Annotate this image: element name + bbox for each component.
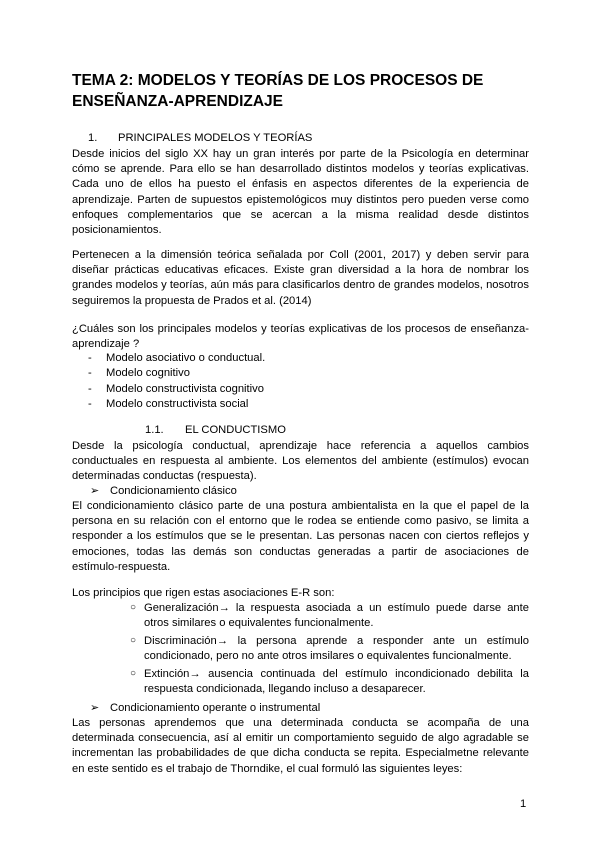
list-item: - Modelo constructivista cognitivo [72,382,529,397]
arrow-bullet-icon: ➢ [90,702,100,714]
paragraph-question: ¿Cuáles son los principales modelos y teorías explicativas de los procesos de enseñanza-aprendizaje ? [72,323,529,351]
subsection-number: 1.1. [145,424,164,436]
section-heading-1 [88,131,312,145]
principles-list [72,601,529,699]
list-item: ○ Extinción→ ausencia continuada del estímulo incondicionado debilita la respuesta condicionada, llegando incluso a desaparecer. [130,667,529,696]
circle-bullet-icon: ○ [130,634,137,646]
dash-bullet: - [88,367,92,380]
list-item: - Modelo constructivista social [72,397,529,412]
dash-bullet: - [88,352,92,364]
arrow-bullet-icon: ➢ [90,485,100,497]
heading-operant-conditioning: ➢ Condicionamiento operante o instrumental [90,702,321,714]
dash-bullet: - [88,398,92,411]
document-title: TEMA 2: MODELOS Y TEORÍAS DE LOS PROCESOS DE ENSEÑANZA-APRENDIZAJE [72,72,484,110]
list-item: - Modelo cognitivo [72,366,529,381]
models-list [72,351,529,413]
paragraph-classic: El condicionamiento clásico parte de una postura ambientalista en la que el papel de la persona en su relación con el entorno que le rodea se entiende como pasivo, se limita a responder a los estímulos que se le presentan. Las personas nacen con ciertos reflejos y emociones, todas las demás son conductas generadas a partir de asociaciones de estímulo-respuesta. [72,500,529,573]
paragraph-principles-intro: Los principios que rigen estas asociaciones E-R son: [72,587,335,599]
list-item: ○ Generalización→ la respuesta asociada a un estímulo puede darse ante otros similares o equivalentes funcionalmente. [130,602,529,630]
heading-classic-conditioning: ➢ Condicionamiento clásico [90,485,237,497]
list-item: ○ Discriminación→ la persona aprende a responder ante un estímulo condicionado, pero no ante otros imsilares o equivalentes funcionalmente. [130,634,529,663]
paragraph-intro: Desde inicios del siglo XX hay un gran interés por parte de la Psicología en determinar cómo se aprende. Para ello se han desarrollado distintos modelos y teorías explicativas. Cada uno de ellos ha puesto el énfasis en aspectos diferentes de la experiencia de aprendizaje. Parten de supuestos epistemológicos muy distintos pero pueden verse como enfoques complementarios que se acercan a la misma realidad desde distintos posicionamientos. [72,148,529,237]
subsection-title: EL CONDUCTISMO [185,424,286,436]
paragraph-conductismo: Desde la psicología conductual, aprendizaje hace referencia a aquellos cambios conductuales en respuesta al ambiente. Los elementos del ambiente (estímulos) evocan determinadas conductas (respuesta). [72,440,529,483]
page-number: 1 [520,798,527,810]
paragraph-dimension: Pertenecen a la dimensión teórica señalada por Coll (2001, 2017) y deben servir para diseñar prácticas educativas eficaces. Existe gran diversidad a la hora de nombrar los grandes modelos y teorías, aún más para clasificarlos dentro de grandes modelos, nosotros seguiremos la propuesta de Prados et al. (2014) [72,249,529,307]
paragraph-operant: Las personas aprendemos que una determinada conducta se acompaña de una determinada consecuencia, así al emitir un comportamiento seguido de algo agradable se incrementan las probabilidades de que dicha conducta se repita. Especialmetne relevante en este sentido es el trabajo de Thorndike, el cual formuló las siguientes leyes: [72,717,529,775]
subsection-heading-1-1 [145,423,286,437]
circle-bullet-icon: ○ [130,602,137,613]
circle-bullet-icon: ○ [130,667,137,679]
section-title: PRINCIPALES MODELOS Y TEORÍAS [118,132,313,144]
dash-bullet: - [88,382,92,395]
section-number: 1. [88,132,98,144]
list-item: - Modelo asociativo o conductual. [72,351,529,366]
